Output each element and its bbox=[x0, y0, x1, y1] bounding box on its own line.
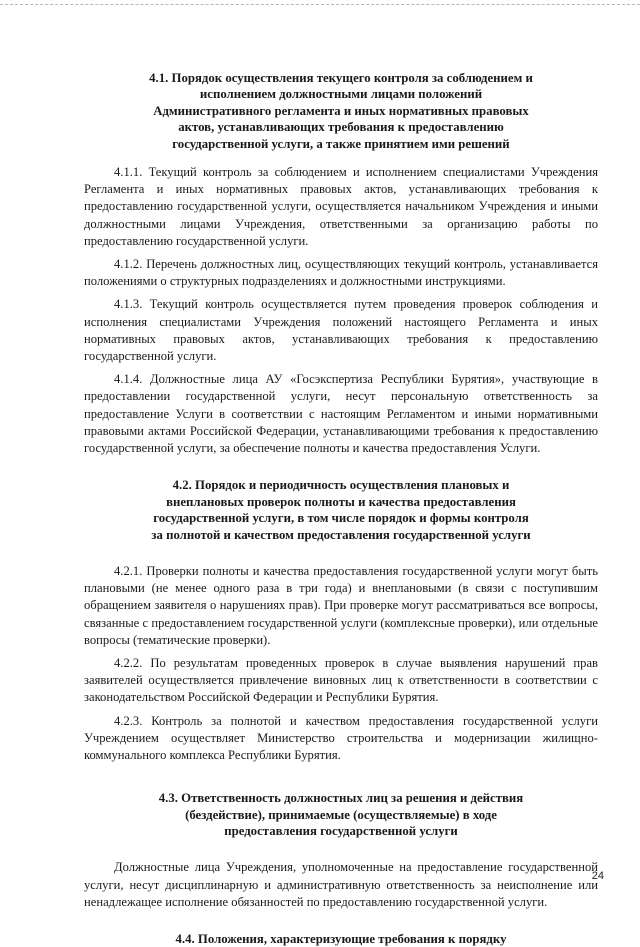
document-page bbox=[84, 70, 598, 947]
paragraph: 4.1.1. Текущий контроль за соблюдением и исполнением специалистами Учреждения Регламента и иных нормативных правовых актов, устанавливающих требования к предоставлению государственной услуги, осуществляется начальником Учреждения и иными должностными лицами Учреждения, ответственными за организацию работы по предоставлению государственной услуги. bbox=[84, 165, 598, 248]
paragraph: 4.2.3. Контроль за полнотой и качеством предоставления государственной услуги Учреждением осуществляет Министерство строительства и модернизации жилищно-коммунального комплекса Республики Бурятия. bbox=[84, 713, 598, 762]
scan-top-edge bbox=[0, 4, 640, 5]
paragraph: Должностные лица Учреждения, уполномоченные на предоставление государственной услуги, несут дисциплинарную и административную ответственность за неисполнение или ненадлежащее исполнение обязанностей по предоставлению государственной услуги. bbox=[84, 860, 598, 909]
paragraph: 4.1.2. Перечень должностных лиц, осуществляющих текущий контроль, устанавливается положениями о структурных подразделениях и должностными инструкциями. bbox=[84, 257, 598, 289]
section-heading: 4.2. Порядок и периодичность осуществления плановых и внеплановых проверок полноты и качества предоставления государственной услуги, в том числе порядок и формы контроля за полнотой и качеством предоставления государственной услуги bbox=[151, 478, 531, 542]
section-4-1 bbox=[84, 70, 598, 457]
section-4-3 bbox=[84, 790, 598, 911]
section-heading: 4.4. Положения, характеризующие требования к порядку bbox=[175, 931, 507, 946]
paragraph: 4.1.4. Должностные лица АУ «Госэкспертиза Республики Бурятия», участвующие в предоставлении государственной услуги, несут персональную ответственность за предоставление Услуги в соответствии с настоящим Регламентом и иными нормативными правовыми актами Российской Федерации, устанавливающими требования к предоставлению государственной услуги, за обеспечение полноты и качества предоставления Услуги. bbox=[84, 372, 598, 456]
section-heading: 4.3. Ответственность должностных лиц за решения и действия (бездействие), принимаемые (осуществляемые) в ходе предоставления государственной услуги bbox=[158, 791, 524, 838]
page-number: 24 bbox=[591, 870, 604, 882]
section-heading: 4.1. Порядок осуществления текущего контроля за соблюдением и исполнением должностными лицами положений Административного регламента и иных нормативных правовых актов, устанавливающих требования к предоставлению государственной услуги, а также принятием ими решений bbox=[149, 71, 533, 151]
paragraph: 4.1.3. Текущий контроль осуществляется путем проведения проверок соблюдения и исполнения специалистами Учреждения положений настоящего Регламента и иных нормативных правовых актов, устанавливающих требования к предоставлению государственной услуги. bbox=[84, 297, 598, 364]
section-4-2 bbox=[84, 477, 598, 764]
section-4-4 bbox=[84, 931, 598, 947]
paragraph: 4.2.1. Проверки полноты и качества предоставления государственной услуги могут быть плановыми (не менее одного раза в три года) и внеплановыми (в связи с поступившим обращением заявителя о нарушениях прав). При проверке могут рассматриваться все вопросы, связанные с предоставлением государственной услуги (комплексные проверки), или отдельные вопросы (тематические проверки). bbox=[84, 563, 598, 647]
paragraph: 4.2.2. По результатам проведенных проверок в случае выявления нарушений прав заявителей осуществляется привлечение виновных лиц к ответственности в соответствии с законодательством Российской Федерации и Республики Бурятия. bbox=[84, 655, 598, 705]
